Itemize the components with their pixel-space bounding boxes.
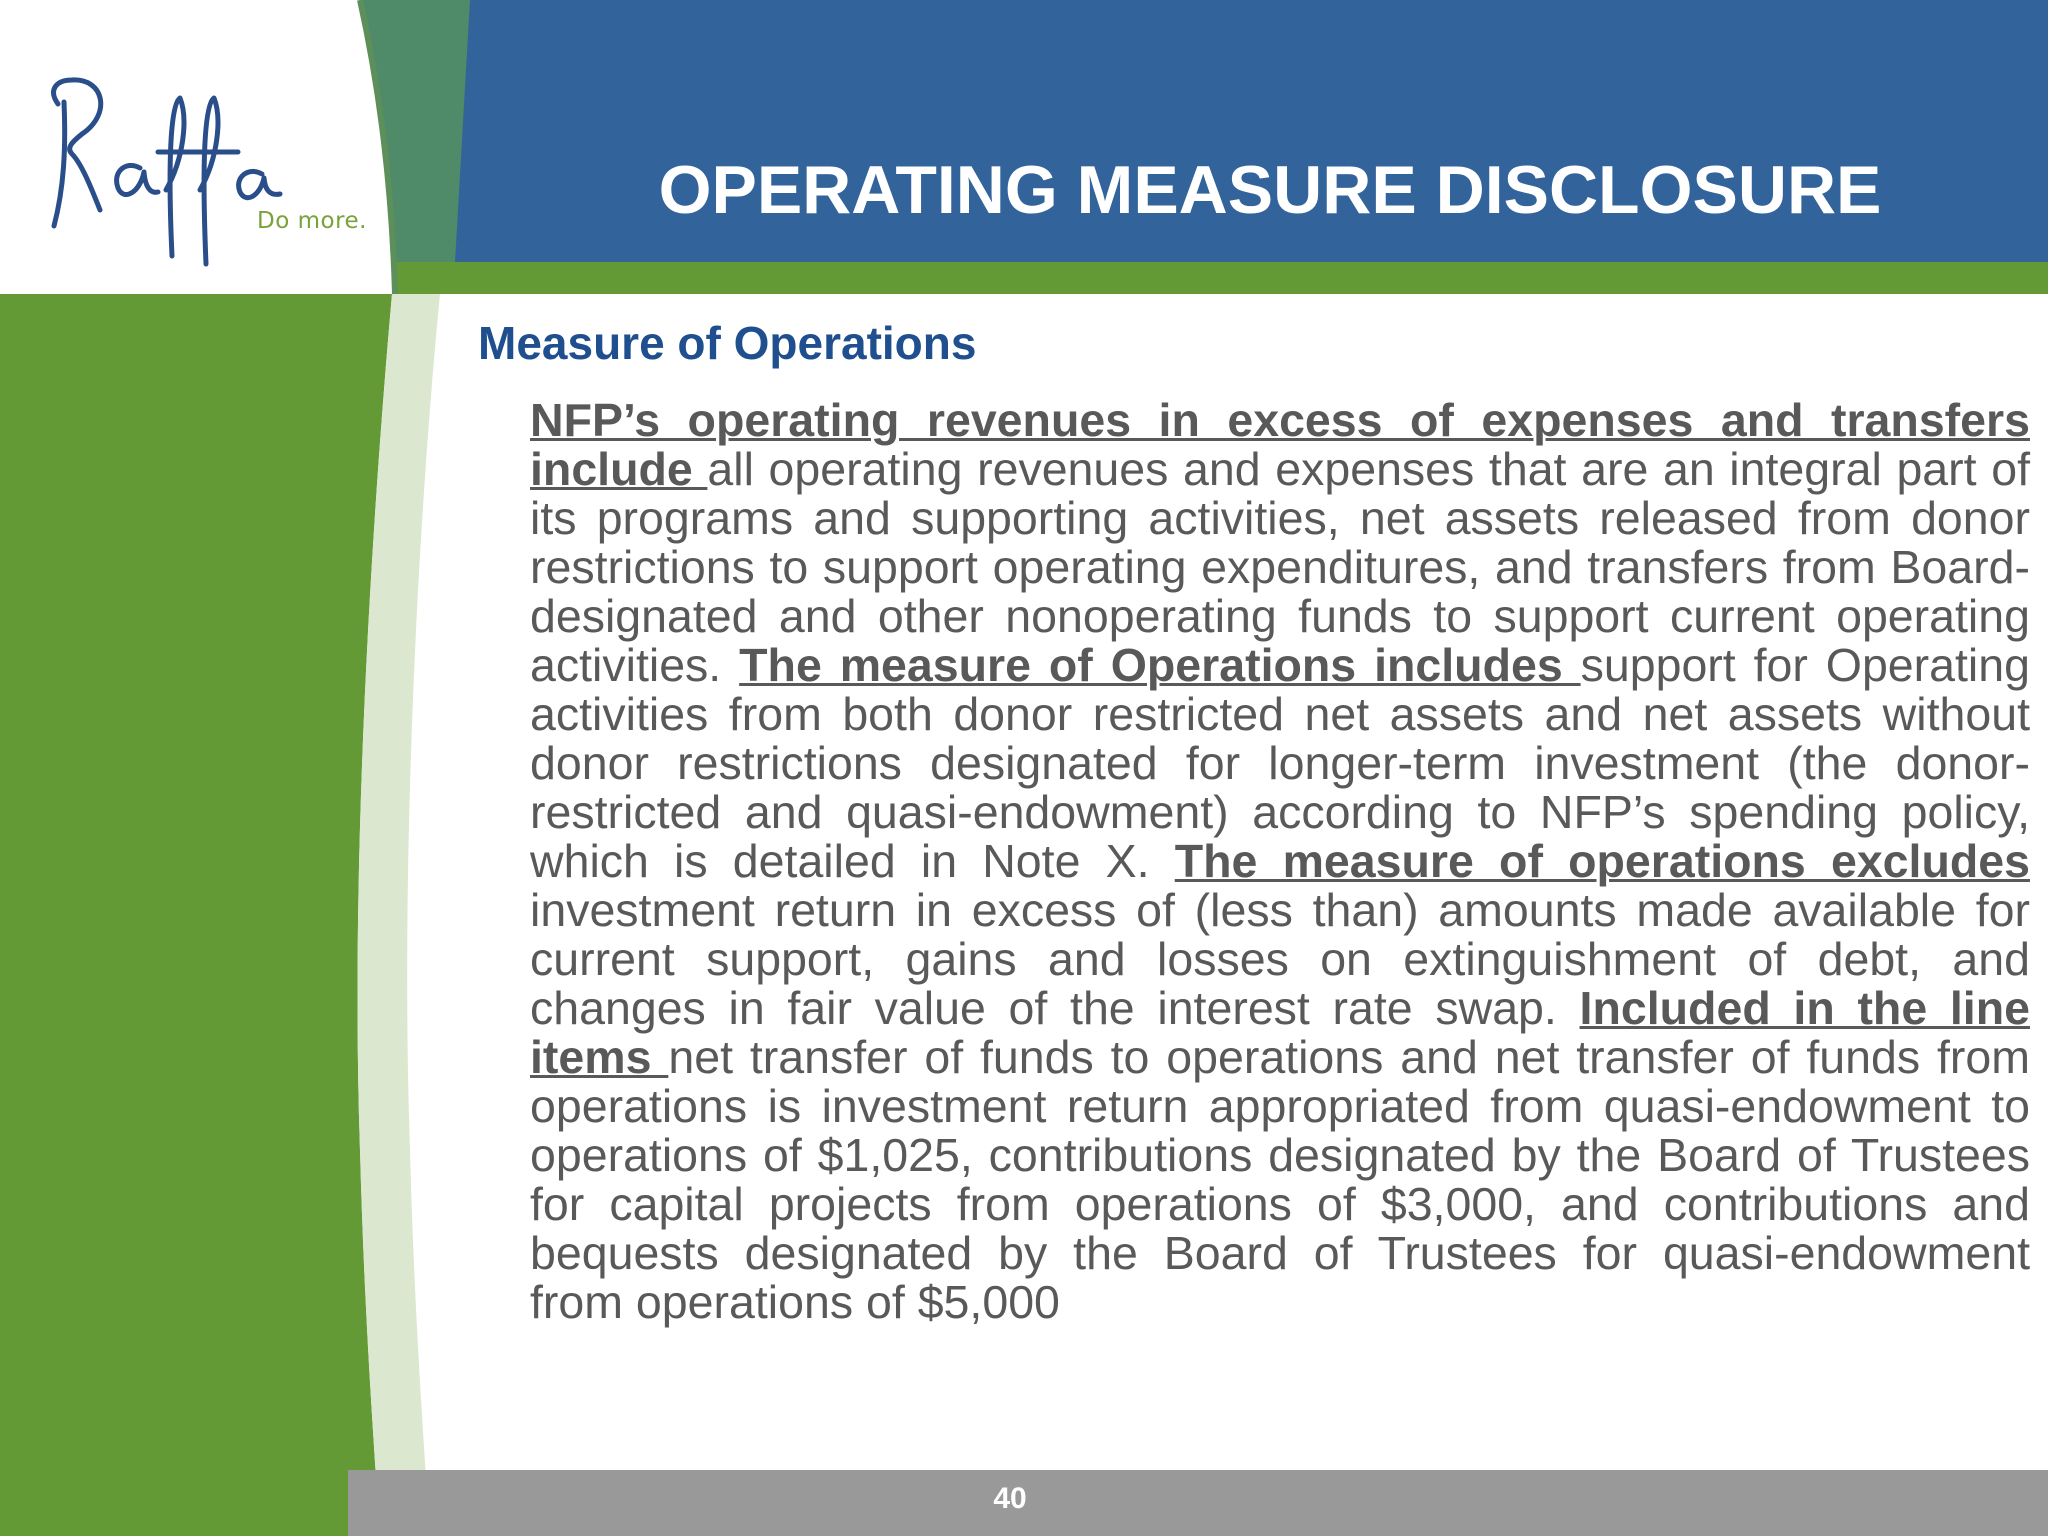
slide-title: OPERATING MEASURE DISCLOSURE [658, 152, 1882, 228]
body-text-line-items: net transfer of funds to operations and net transfer of funds from operations is investment return appropriated from quasi-endowment to operations of $1,025, contributions designated by the Board of Trustees for capital projects from operations of $3,000, and contributions and bequests designated by the Board of Trustees for quasi-endowment from operations of $5,000 [530, 1031, 2030, 1328]
body-text-revenues: all operating revenues and expenses that are an integral part of its programs and supporting activities, net assets released from donor restrictions to support operating expenditures, and transfers from Board-designated and other nonoperating funds to support current operating activities. [530, 443, 2030, 691]
page-number: 40 [993, 1482, 1027, 1515]
body-text-includes: support for Operating activities from both donor restricted net assets and net assets without donor restrictions designated for longer-term investment (the donor-restricted and quasi-endowment) according to NFP’s spending policy, which is detailed in Note X. [530, 639, 2030, 887]
emphasis-line-items: Included in the line items [530, 982, 2030, 1083]
left-green-panel [0, 294, 392, 1536]
emphasis-measure-includes: The measure of Operations includes [739, 639, 1581, 691]
logo-tagline: Do more. [257, 208, 367, 234]
body-text-excludes: investment return in excess of (less than) amounts made available for current support, gains and losses on extinguishment of debt, and changes in fair value of the interest rate swap. [530, 884, 2030, 1034]
raffa-logo [42, 58, 322, 278]
section-heading: Measure of Operations [478, 317, 977, 369]
emphasis-measure-excludes: The measure of operations excludes [1174, 835, 2030, 887]
body-paragraph [530, 396, 2030, 1327]
emphasis-operating-revenues: NFP’s operating revenues in excess of expenses and transfers include [530, 394, 2030, 495]
